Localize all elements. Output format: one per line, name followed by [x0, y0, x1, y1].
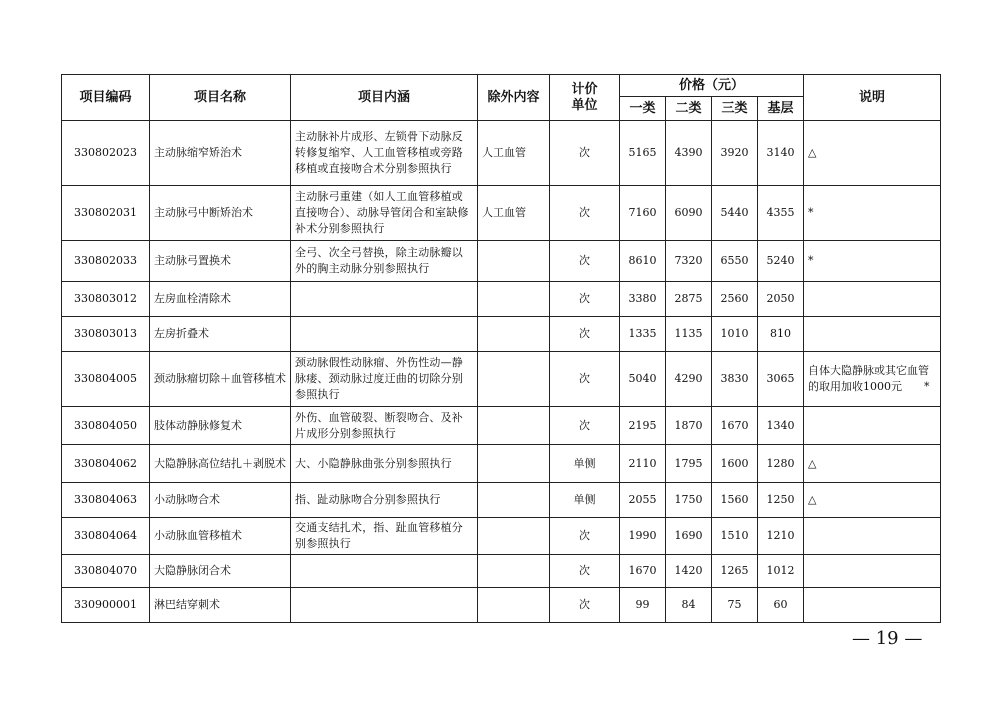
table-row	[62, 483, 941, 518]
cell-tier1: 1990	[620, 518, 666, 555]
cell-grassroots: 5240	[758, 241, 804, 282]
cell-grassroots: 1250	[758, 483, 804, 518]
cell-unit: 次	[550, 518, 620, 555]
cell-tier1: 1670	[620, 555, 666, 588]
cell-tier3: 3920	[712, 121, 758, 186]
table-row	[62, 352, 941, 407]
cell-excluded	[478, 588, 550, 623]
table-row	[62, 241, 941, 282]
cell-note: △	[804, 445, 941, 483]
cell-note: *	[804, 241, 941, 282]
cell-code: 330803013	[62, 317, 150, 352]
cell-tier2: 1690	[666, 518, 712, 555]
cell-tier3: 1600	[712, 445, 758, 483]
cell-tier2: 2875	[666, 282, 712, 317]
cell-code: 330900001	[62, 588, 150, 623]
cell-excluded	[478, 518, 550, 555]
cell-tier1: 5165	[620, 121, 666, 186]
table-row	[62, 186, 941, 241]
cell-grassroots: 1210	[758, 518, 804, 555]
cell-name: 肢体动静脉修复术	[150, 407, 291, 445]
cell-note: △	[804, 483, 941, 518]
cell-tier2: 1870	[666, 407, 712, 445]
cell-note: △	[804, 121, 941, 186]
cell-excluded	[478, 407, 550, 445]
header-code: 项目编码	[62, 75, 150, 121]
cell-code: 330804005	[62, 352, 150, 407]
cell-tier2: 4290	[666, 352, 712, 407]
cell-content: 颈动脉假性动脉瘤、外伤性动—静脉瘘、颈动脉过度迂曲的切除分别参照执行	[291, 352, 478, 407]
cell-tier3: 5440	[712, 186, 758, 241]
cell-content: 指、趾动脉吻合分别参照执行	[291, 483, 478, 518]
cell-tier1: 99	[620, 588, 666, 623]
cell-name: 大隐静脉闭合术	[150, 555, 291, 588]
table-header	[62, 75, 941, 121]
cell-note	[804, 317, 941, 352]
cell-unit: 次	[550, 121, 620, 186]
cell-note	[804, 555, 941, 588]
cell-note: *	[804, 186, 941, 241]
cell-tier2: 1135	[666, 317, 712, 352]
cell-tier3: 1510	[712, 518, 758, 555]
cell-name: 主动脉弓置换术	[150, 241, 291, 282]
cell-unit: 单侧	[550, 445, 620, 483]
cell-tier3: 3830	[712, 352, 758, 407]
cell-content	[291, 555, 478, 588]
cell-tier1: 2195	[620, 407, 666, 445]
cell-code: 330804062	[62, 445, 150, 483]
cell-content: 交通支结扎术，指、趾血管移植分别参照执行	[291, 518, 478, 555]
cell-excluded	[478, 445, 550, 483]
cell-note	[804, 518, 941, 555]
header-tier3: 三类	[712, 97, 758, 121]
cell-grassroots: 1012	[758, 555, 804, 588]
cell-content: 大、小隐静脉曲张分别参照执行	[291, 445, 478, 483]
cell-tier3: 1265	[712, 555, 758, 588]
cell-name: 小动脉血管移植术	[150, 518, 291, 555]
cell-name: 主动脉缩窄矫治术	[150, 121, 291, 186]
header-tier2: 二类	[666, 97, 712, 121]
cell-unit: 单侧	[550, 483, 620, 518]
cell-note	[804, 407, 941, 445]
cell-excluded	[478, 241, 550, 282]
cell-grassroots: 60	[758, 588, 804, 623]
cell-grassroots: 4355	[758, 186, 804, 241]
cell-unit: 次	[550, 352, 620, 407]
cell-content: 主动脉补片成形、左锁骨下动脉反转修复缩窄、人工血管移植或旁路移植或直接吻合术分别参照执行	[291, 121, 478, 186]
page-number: — 19 —	[852, 628, 923, 649]
cell-tier3: 75	[712, 588, 758, 623]
cell-tier2: 4390	[666, 121, 712, 186]
header-name: 项目名称	[150, 75, 291, 121]
cell-unit: 次	[550, 588, 620, 623]
cell-unit: 次	[550, 241, 620, 282]
header-note: 说明	[804, 75, 941, 121]
cell-tier3: 2560	[712, 282, 758, 317]
cell-name: 颈动脉瘤切除＋血管移植术	[150, 352, 291, 407]
table-row	[62, 588, 941, 623]
cell-excluded: 人工血管	[478, 121, 550, 186]
cell-name: 淋巴结穿刺术	[150, 588, 291, 623]
cell-name: 主动脉弓中断矫治术	[150, 186, 291, 241]
table-row	[62, 317, 941, 352]
cell-name: 小动脉吻合术	[150, 483, 291, 518]
cell-tier1: 3380	[620, 282, 666, 317]
cell-tier2: 6090	[666, 186, 712, 241]
cell-name: 左房折叠术	[150, 317, 291, 352]
cell-grassroots: 3065	[758, 352, 804, 407]
cell-name: 大隐静脉高位结扎＋剥脱术	[150, 445, 291, 483]
header-excluded: 除外内容	[478, 75, 550, 121]
cell-tier1: 5040	[620, 352, 666, 407]
cell-content: 外伤、血管破裂、断裂吻合、及补片成形分别参照执行	[291, 407, 478, 445]
cell-tier1: 1335	[620, 317, 666, 352]
header-price-group: 价格（元）	[620, 75, 804, 97]
cell-tier1: 8610	[620, 241, 666, 282]
cell-tier1: 2055	[620, 483, 666, 518]
cell-excluded: 人工血管	[478, 186, 550, 241]
cell-unit: 次	[550, 186, 620, 241]
table-row	[62, 445, 941, 483]
cell-content	[291, 282, 478, 317]
cell-content: 全弓、次全弓替换，除主动脉瓣以外的胸主动脉分别参照执行	[291, 241, 478, 282]
header-content: 项目内涵	[291, 75, 478, 121]
cell-content: 主动脉弓重建（如人工血管移植或直接吻合）、动脉导管闭合和室缺修补术分别参照执行	[291, 186, 478, 241]
header-unit: 计价单位	[550, 75, 620, 121]
cell-tier2: 1795	[666, 445, 712, 483]
cell-code: 330802023	[62, 121, 150, 186]
cell-excluded	[478, 282, 550, 317]
cell-grassroots: 1340	[758, 407, 804, 445]
cell-tier3: 1670	[712, 407, 758, 445]
cell-content	[291, 588, 478, 623]
cell-unit: 次	[550, 555, 620, 588]
cell-unit: 次	[550, 317, 620, 352]
cell-name: 左房血栓清除术	[150, 282, 291, 317]
table-row	[62, 121, 941, 186]
cell-code: 330802031	[62, 186, 150, 241]
table-row	[62, 518, 941, 555]
cell-tier3: 1560	[712, 483, 758, 518]
cell-excluded	[478, 317, 550, 352]
header-grassroots: 基层	[758, 97, 804, 121]
cell-code: 330803012	[62, 282, 150, 317]
cell-excluded	[478, 555, 550, 588]
cell-tier2: 84	[666, 588, 712, 623]
cell-note	[804, 588, 941, 623]
table-body	[62, 121, 941, 623]
cell-tier2: 7320	[666, 241, 712, 282]
cell-note: 自体大隐静脉或其它血管的取用加收1000元 *	[804, 352, 941, 407]
cell-code: 330804050	[62, 407, 150, 445]
cell-grassroots: 2050	[758, 282, 804, 317]
cell-excluded	[478, 483, 550, 518]
cell-content	[291, 317, 478, 352]
cell-code: 330802033	[62, 241, 150, 282]
cell-unit: 次	[550, 282, 620, 317]
table-row	[62, 555, 941, 588]
cell-note	[804, 282, 941, 317]
cell-excluded	[478, 352, 550, 407]
cell-code: 330804064	[62, 518, 150, 555]
table-row	[62, 407, 941, 445]
cell-tier1: 2110	[620, 445, 666, 483]
cell-tier3: 6550	[712, 241, 758, 282]
cell-grassroots: 1280	[758, 445, 804, 483]
cell-tier3: 1010	[712, 317, 758, 352]
cell-tier2: 1420	[666, 555, 712, 588]
header-tier1: 一类	[620, 97, 666, 121]
cell-grassroots: 810	[758, 317, 804, 352]
price-table	[61, 74, 941, 623]
table-row	[62, 282, 941, 317]
cell-tier1: 7160	[620, 186, 666, 241]
cell-code: 330804070	[62, 555, 150, 588]
cell-grassroots: 3140	[758, 121, 804, 186]
cell-unit: 次	[550, 407, 620, 445]
cell-tier2: 1750	[666, 483, 712, 518]
cell-code: 330804063	[62, 483, 150, 518]
